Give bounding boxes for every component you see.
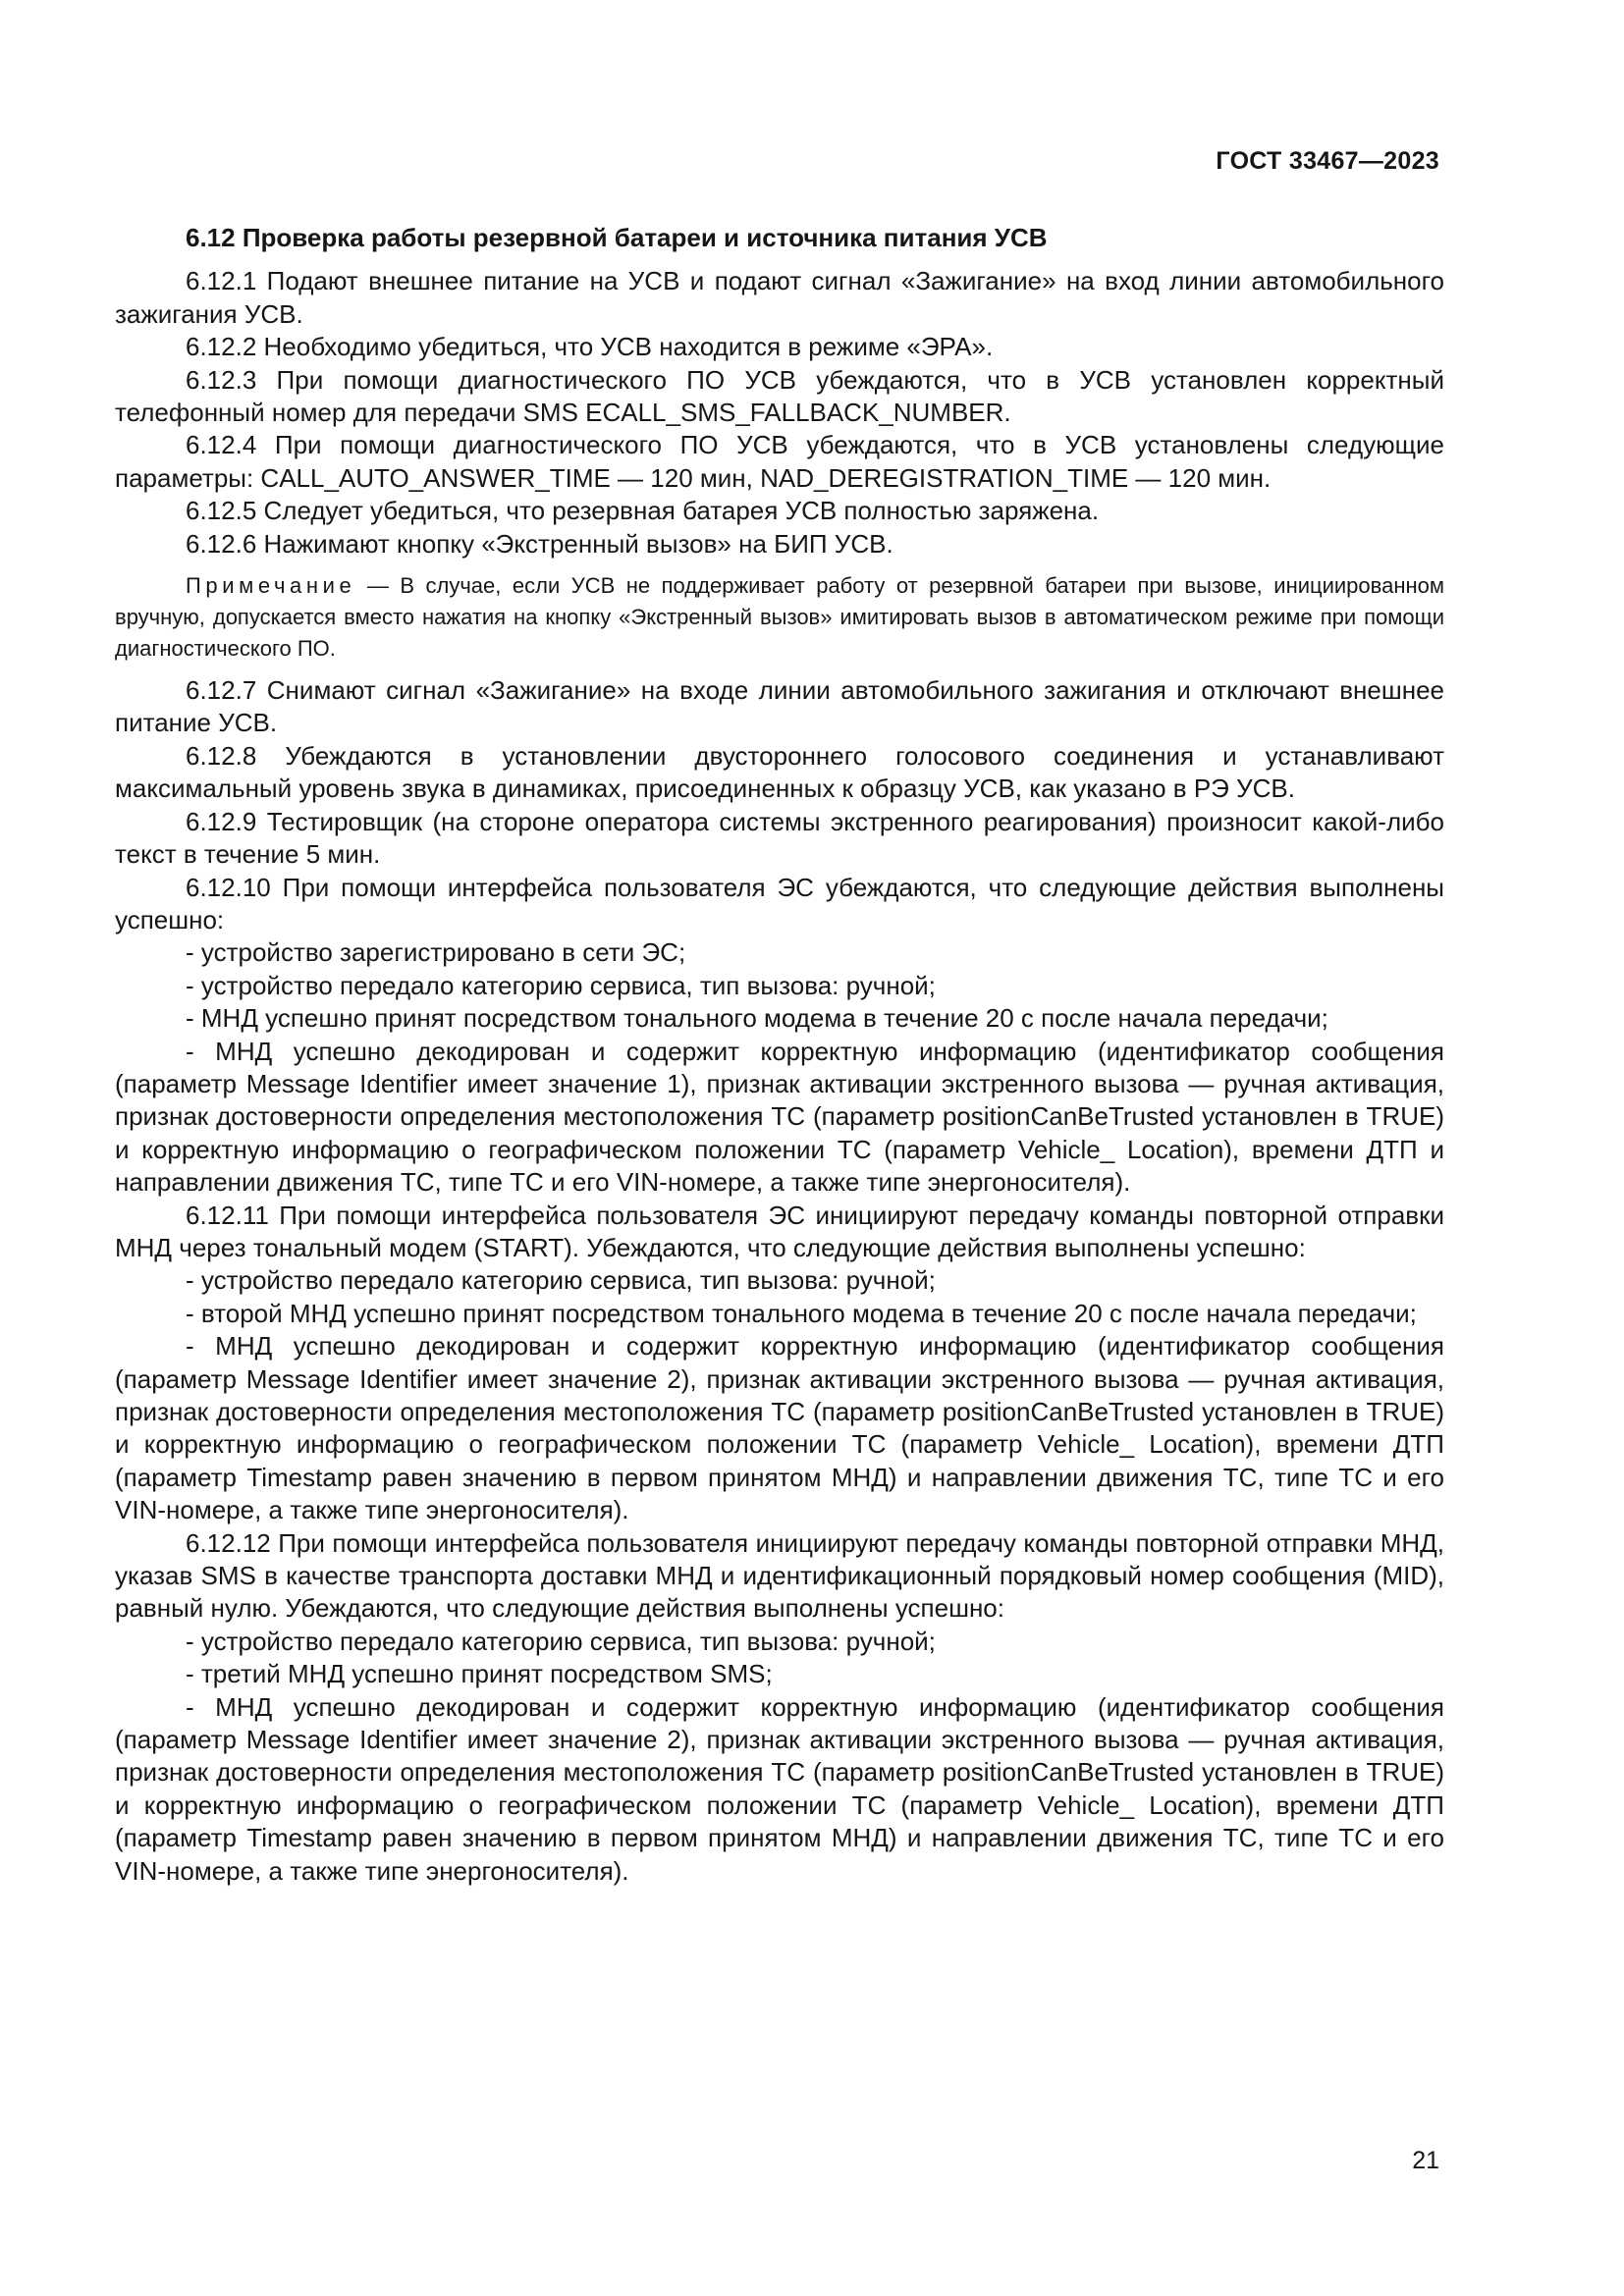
list-item: - МНД успешно декодирован и содержит корректную информацию (идентификатор сообщения (параметр Message Identifier имеет значение 2), признак активации экстренного вызова — ручная активация, признак достоверности определения местоположения ТС (параметр positionCanBeTrusted установлен в TRUE) и корректную информацию о географическом положении ТС (параметр Vehicle_ Location), времени ДТП (параметр Timestamp равен значению в первом принятом МНД) и направлении движения ТС, типе ТС и его VIN-номере, а также типе энергоносителя). — [115, 1331, 1444, 1525]
paragraph-6-12-5: 6.12.5 Следует убедиться, что резервная батарея УСВ полностью заряжена. — [186, 496, 1100, 526]
paragraph-6-12-10: 6.12.10 При помощи интерфейса пользователя ЭС убеждаются, что следующие действия выполнены успешно: — [115, 872, 1444, 934]
document-id: ГОСТ 33467—2023 — [1216, 147, 1439, 175]
list-item: - МНД успешно принят посредством тонального модема в течение 20 с после начала передачи; — [186, 1003, 1328, 1034]
paragraph-6-12-11: 6.12.11 При помощи интерфейса пользователя ЭС инициируют передачу команды повторной отправки МНД через тональный модем (START). Убеждаются, что следующие действия выполнены успешно: — [115, 1200, 1444, 1262]
section-heading: 6.12 Проверка работы резервной батареи и источника питания УСВ — [186, 223, 1048, 252]
list-item: - устройство передало категорию сервиса, тип вызова: ручной; — [186, 1265, 936, 1296]
paragraph-6-12-3: 6.12.3 При помощи диагностического ПО УСВ убеждаются, что в УСВ установлен корректный телефонный номер для передачи SMS ECALL_SMS_FALLBACK_NUMBER. — [115, 364, 1444, 428]
paragraph-6-12-6: 6.12.6 Нажимают кнопку «Экстренный вызов» на БИП УСВ. — [186, 528, 893, 559]
list-item: - третий МНД успешно принят посредством SMS; — [186, 1659, 773, 1689]
paragraph-6-12-9: 6.12.9 Тестировщик (на стороне оператора системы экстренного реагирования) произносит какой-либо текст в течение 5 мин. — [115, 806, 1444, 870]
list-item: - устройство зарегистрировано в сети ЭС; — [186, 937, 686, 968]
paragraph-6-12-1: 6.12.1 Подают внешнее питание на УСВ и подают сигнал «Зажигание» на вход линии автомобильного зажигания УСВ. — [115, 266, 1444, 329]
list-item: - МНД успешно декодирован и содержит корректную информацию (идентификатор сообщения (параметр Message Identifier имеет значение 1), признак активации экстренного вызова — ручная активация, признак достоверности определения местоположения ТС (параметр positionCanBeTrusted установлен в TRUE) и корректную информацию о географическом положении ТС (параметр Vehicle_ Location), времени ДТП и направлении движения ТС, типе ТС и его VIN-номере, а также типе энергоносителя). — [115, 1036, 1444, 1198]
paragraph-6-12-7: 6.12.7 Снимают сигнал «Зажигание» на входе линии автомобильного зажигания и отключают внешнее питание УСВ. — [115, 675, 1444, 738]
list-item: - устройство передало категорию сервиса, тип вызова: ручной; — [186, 1626, 936, 1656]
list-item: - МНД успешно декодирован и содержит корректную информацию (идентификатор сообщения (параметр Message Identifier имеет значение 2), признак активации экстренного вызова — ручная активация, признак достоверности определения местоположения ТС (параметр positionCanBeTrusted установлен в TRUE) и корректную информацию о географическом положении ТС (параметр Vehicle_ Location), времени ДТП (параметр Timestamp равен значению в первом принятом МНД) и направлении движения ТС, типе ТС и его VIN-номере, а также типе энергоносителя). — [115, 1691, 1444, 1886]
paragraph-6-12-8: 6.12.8 Убеждаются в установлении двустороннего голосового соединения и устанавливают максимальный уровень звука в динамиках, присоединенных к образцу УСВ, как указано в РЭ УСВ. — [115, 740, 1444, 804]
list-item: - устройство передало категорию сервиса, тип вызова: ручной; — [186, 970, 936, 1000]
paragraph-6-12-4: 6.12.4 При помощи диагностического ПО УСВ убеждаются, что в УСВ установлены следующие параметры: CALL_AUTO_ANSWER_TIME — 120 мин, NAD_DEREGISTRATION_TIME — 120 мин. — [115, 430, 1444, 493]
note-text: — В случае, если УСВ не поддерживает работу от резервной батареи при вызове, инициированном вручную, допускается вместо нажатия на кнопку «Экстренный вызов» имитировать вызов в автоматическом режиме при помощи диагностического ПО. — [115, 573, 1444, 662]
page-body — [115, 222, 1444, 1888]
paragraph-6-12-2: 6.12.2 Необходимо убедиться, что УСВ находится в режиме «ЭРА». — [186, 332, 994, 362]
page-number: 21 — [1412, 2147, 1439, 2174]
note-label: Примечание — [186, 573, 356, 599]
note-block — [115, 570, 1444, 665]
list-item: - второй МНД успешно принят посредством тонального модема в течение 20 с после начала передачи; — [186, 1298, 1417, 1328]
paragraph-6-12-12: 6.12.12 При помощи интерфейса пользователя инициируют передачу команды повторной отправки МНД, указав SMS в качестве транспорта доставки МНД и идентификационный порядковый номер сообщения (MID), равный нулю. Убеждаются, что следующие действия выполнены успешно: — [115, 1527, 1444, 1624]
